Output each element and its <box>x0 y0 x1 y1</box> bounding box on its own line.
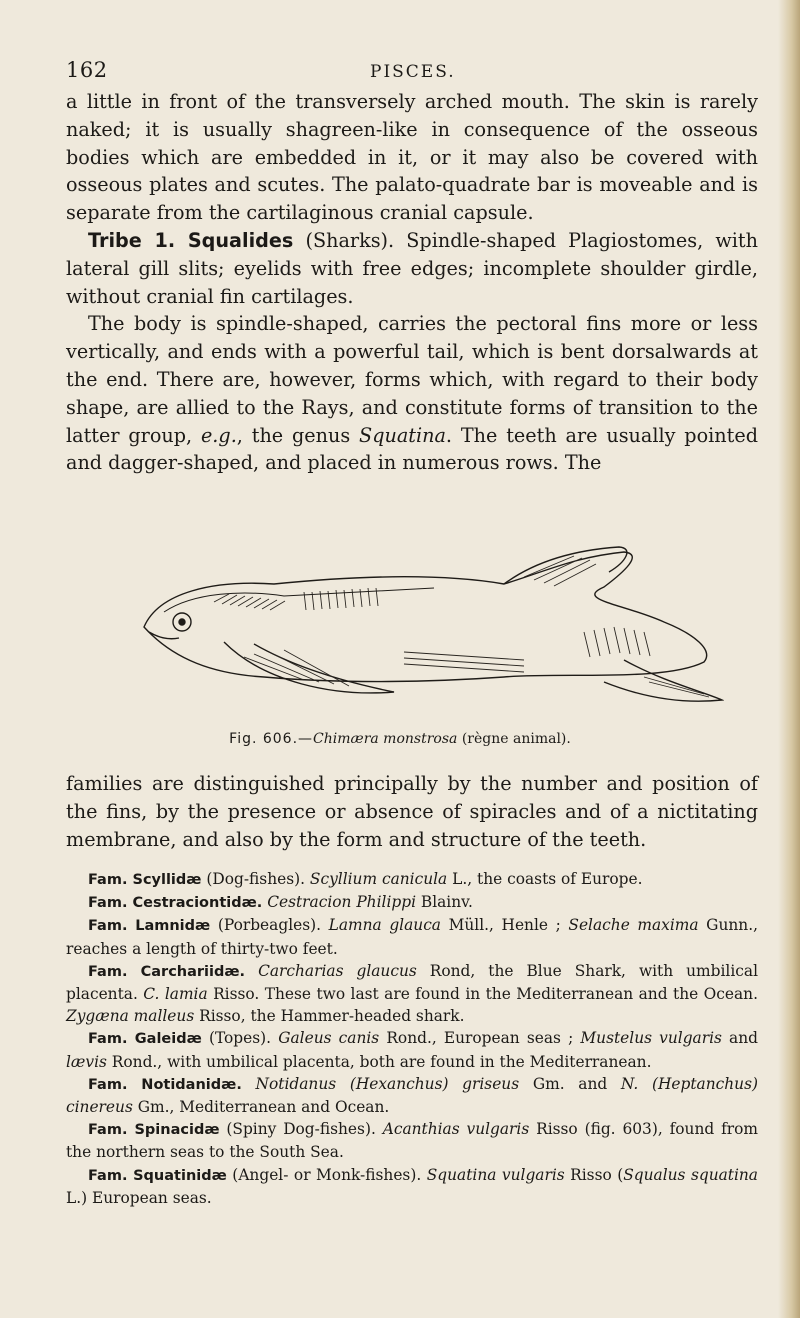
family-species: lævis <box>66 1052 107 1071</box>
family-species: N. (Heptanchus) cinereus <box>66 1074 758 1117</box>
family-species: Lamna glauca <box>328 916 441 935</box>
family-entry <box>66 1073 758 1118</box>
running-title: PISCES. <box>370 62 456 82</box>
family-text: Gunn., reaches a length of thirty-two feet. <box>66 916 758 958</box>
engraving-hatching <box>214 556 709 697</box>
intro-paragraph: a little in front of the transversely arched mouth. The skin is rarely naked; it is usually shagreen-like in consequence of the osseous bodies which are embedded in it, or it may also be covered with osseous plates and scutes. The palato-quadrate bar is moveable and is separate from the cartilaginous cranial capsule. <box>66 90 758 225</box>
family-text: Rond, the Blue Shark, with umbilical placenta. <box>66 961 758 1004</box>
family-name: Fam. Scyllidæ <box>88 872 202 888</box>
family-species: C. lamia <box>143 985 208 1004</box>
family-entry <box>66 868 758 891</box>
family-species: Acanthias vulgaris <box>382 1120 530 1139</box>
family-species: Notidanus (Hexanchus) griseus <box>255 1074 520 1093</box>
family-text: (Porbeagles). <box>210 916 329 935</box>
family-text: L.) European seas. <box>66 1188 212 1207</box>
pectoral-fin <box>224 642 394 693</box>
family-text: (Spiny Dog-fishes). <box>219 1120 383 1139</box>
figure-note: (règne animal). <box>457 731 571 747</box>
family-text <box>242 1075 256 1093</box>
family-entry <box>66 891 758 914</box>
body-text-c: . The teeth are usually pointed and dagger-shaped, and placed in numerous rows. The <box>66 423 758 475</box>
family-name: Fam. Lamnidæ <box>88 918 211 935</box>
family-text: Risso. These two last are found in the Mediterranean and the Ocean. <box>207 985 758 1004</box>
family-species: Selache maxima <box>568 916 699 935</box>
family-species: Scyllium canicula <box>309 870 448 888</box>
figure-caption <box>0 731 800 747</box>
tail-fin <box>604 660 722 701</box>
text-block-top <box>66 88 758 477</box>
family-text: L., the coasts of Europe. <box>447 870 643 888</box>
text-block-continuation <box>66 770 758 853</box>
family-name: Fam. Galeidæ <box>88 1031 202 1048</box>
continuation-paragraph: families are distinguished principally by the number and position of the fins, by the presence or absence of spiracles and of a nictitating membrane, and also by the form and structure of the teeth. <box>66 772 758 851</box>
family-species: Mustelus vulgaris <box>580 1029 722 1048</box>
family-text: and <box>721 1029 758 1048</box>
tribe-paragraph <box>66 227 758 310</box>
tribe-text: (Sharks). Spindle-shaped Plagiostomes, with lateral gill slits; eyelids with free edges; incomplete shoulder girdle, without cranial fin cartilages. <box>66 228 758 308</box>
family-text: (Topes). <box>201 1029 279 1048</box>
family-species: Cestracion Philippi <box>267 893 416 912</box>
family-name: Fam. Carchariidæ. <box>88 963 246 980</box>
body-genus: Squatina <box>359 423 446 447</box>
family-name: Fam. Spinacidæ <box>88 1122 220 1139</box>
family-text <box>245 962 258 980</box>
body-text-b: , the genus <box>236 423 360 447</box>
body-eg: e.g. <box>200 423 237 447</box>
page-edge-shadow <box>778 0 800 1318</box>
page-number: 162 <box>66 58 108 82</box>
family-entry <box>66 960 758 1028</box>
fish-body-outline <box>144 552 707 682</box>
family-text: Risso (fig. 603), found from the northern seas to the South Sea. <box>66 1120 759 1162</box>
family-text: Risso ( <box>564 1165 624 1184</box>
family-name: Fam. Cestraciontidæ. <box>88 895 263 912</box>
family-species: Squatina vulgaris <box>426 1165 565 1184</box>
tribe-label: Tribe 1. Squalides <box>88 228 294 252</box>
body-paragraph <box>66 310 758 477</box>
figure-label: Fig. 606.— <box>229 731 314 747</box>
family-text: Müll., Henle ; <box>441 916 569 935</box>
family-text: (Dog-fishes). <box>201 870 310 888</box>
body-text-a: The body is spindle-shaped, carries the pectoral fins more or less vertically, and ends with a powerful tail, which is bent dorsalwards at the end. There are, however, forms which, with regard to their body shape, are allied to the Rays, and constitute forms of transition to the latter group, <box>66 312 758 447</box>
family-text: Rond., with umbilical placenta, both are found in the Mediterranean. <box>106 1052 652 1071</box>
family-name: Fam. Notidanidæ. <box>88 1076 242 1093</box>
family-entry <box>66 914 758 959</box>
family-species: Zygæna malleus <box>66 1007 195 1026</box>
family-species: Squalus squatina <box>623 1165 758 1184</box>
family-text: Rond., European seas ; <box>379 1029 581 1048</box>
family-text: (Angel- or Monk-fishes). <box>226 1165 427 1184</box>
families-list <box>66 868 758 1209</box>
family-text: Risso, the Hammer-headed shark. <box>194 1007 465 1026</box>
figure-species: Chimæra monstrosa <box>313 731 458 747</box>
family-text: Gm. and <box>519 1074 621 1093</box>
family-species: Galeus canis <box>278 1029 380 1048</box>
family-text: Gm., Mediterranean and Ocean. <box>132 1098 390 1117</box>
chimaera-illustration <box>104 532 724 722</box>
family-entry <box>66 1118 758 1163</box>
family-name: Fam. Squatinidæ <box>88 1167 227 1184</box>
family-species: Carcharias glaucus <box>258 961 417 980</box>
family-entry <box>66 1164 758 1209</box>
family-entry <box>66 1027 758 1072</box>
family-text: Blainv. <box>416 893 473 912</box>
